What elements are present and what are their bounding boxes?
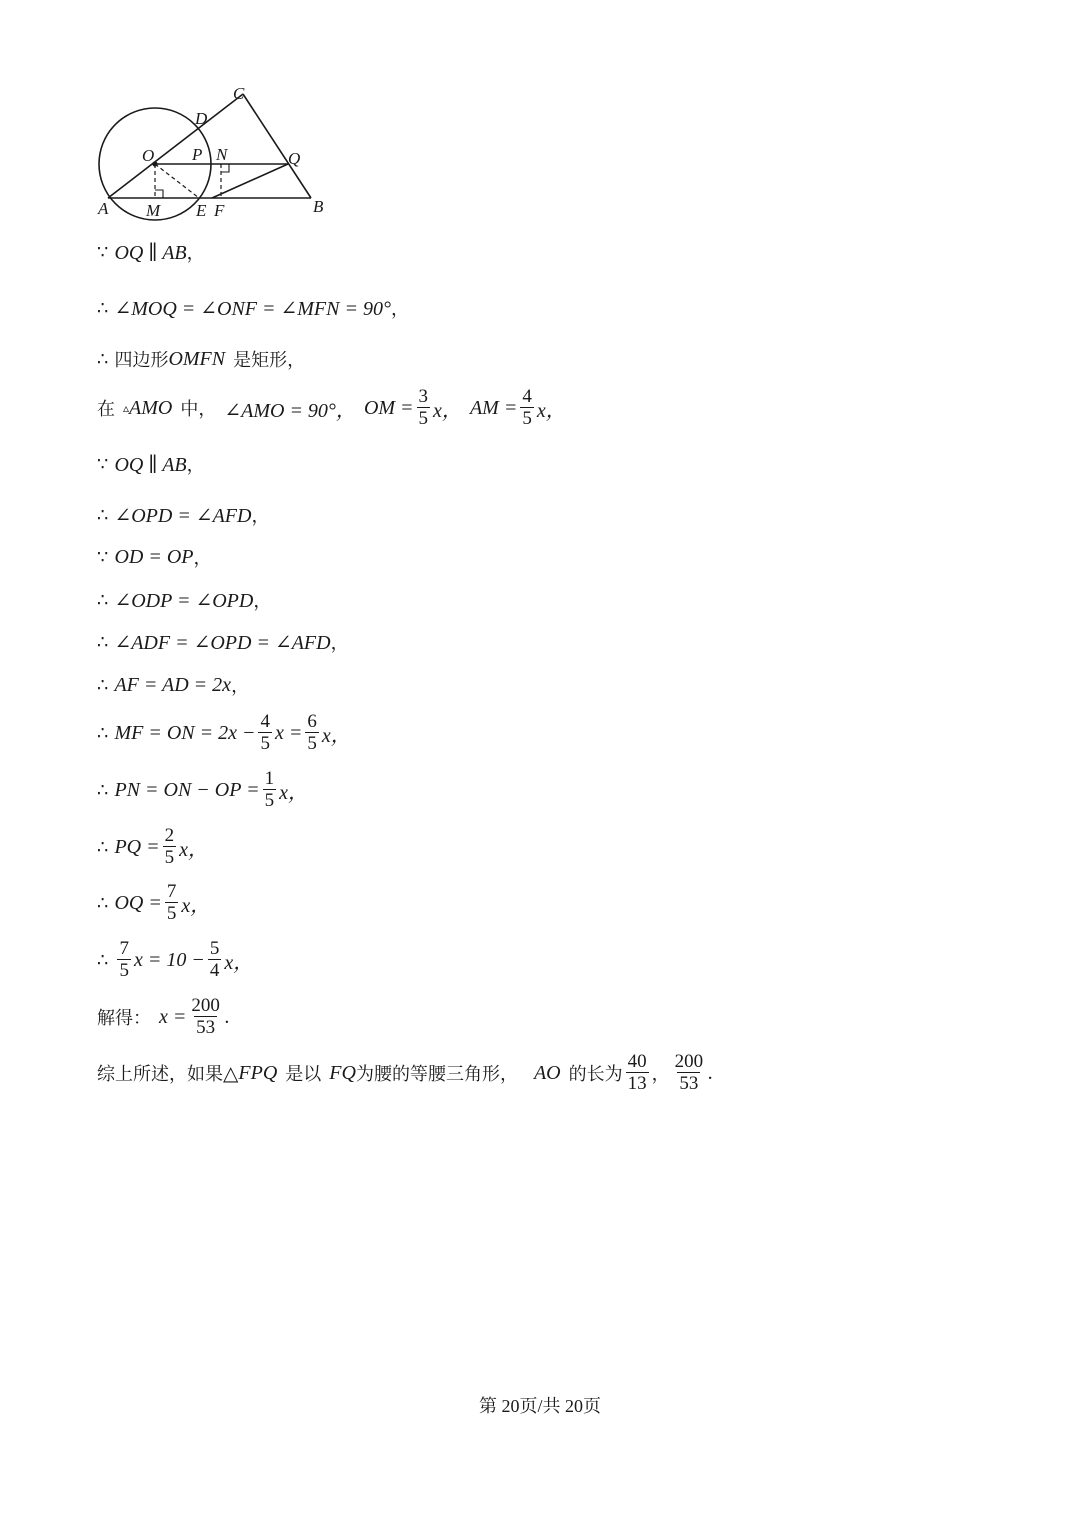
proof-line-13 xyxy=(97,819,208,875)
math-expression: FQ xyxy=(329,1061,356,1084)
label-m: M xyxy=(146,201,161,220)
fraction: $\frac{4}{5}$ xyxy=(260,711,270,754)
text: 解得： xyxy=(97,1008,151,1029)
math-expression: PN = ON − OP = xyxy=(114,778,260,801)
triangle-symbol: ▵ xyxy=(123,401,130,415)
math-expression: MF = ON = 2x − xyxy=(114,721,256,744)
label-e: E xyxy=(196,201,207,220)
text: 为腰的等腰三角形， xyxy=(355,1064,518,1085)
proof-line-5 xyxy=(97,449,205,479)
proof-line-3 xyxy=(97,344,305,374)
label-p: P xyxy=(192,145,203,164)
math-expression: AO xyxy=(533,1061,561,1084)
math-expression: . xyxy=(708,1061,714,1084)
therefore-symbol: ∴ xyxy=(97,589,109,611)
therefore-symbol: ∴ xyxy=(97,892,109,914)
math-expression: x， xyxy=(536,399,566,422)
proof-line-11 xyxy=(97,705,351,761)
punctuation: ， xyxy=(251,506,270,527)
math-expression: PQ = xyxy=(114,835,160,858)
proof-line-17 xyxy=(97,1045,713,1101)
therefore-symbol: ∴ xyxy=(97,949,109,971)
math-expression: x， xyxy=(321,724,351,747)
math-expression: ∠MOQ = ∠ONF = ∠MFN = 90° xyxy=(114,297,391,320)
therefore-symbol: ∴ xyxy=(97,631,109,653)
geometry-figure xyxy=(88,80,338,225)
because-symbol: ∵ xyxy=(97,241,109,263)
math-expression: ∠ADF = ∠OPD = ∠AFD xyxy=(114,631,331,654)
math-expression: AM = xyxy=(469,396,518,419)
punctuation: ， xyxy=(231,676,250,697)
proof-line-6 xyxy=(97,500,269,530)
math-expression: OMFN xyxy=(168,347,226,370)
text: 四边形 xyxy=(114,350,169,371)
proof-line-12 xyxy=(97,762,308,818)
text: 在 xyxy=(97,399,115,420)
proof-line-8 xyxy=(97,585,271,615)
punctuation: ， xyxy=(330,633,349,654)
text: 是以 xyxy=(285,1064,322,1085)
text: 的长为 xyxy=(568,1064,623,1085)
math-expression: x， xyxy=(224,951,254,974)
fraction: $\frac{7}{5}$ xyxy=(166,881,177,924)
label-f: F xyxy=(214,201,225,220)
therefore-symbol: ∴ xyxy=(97,297,109,319)
proof-line-9 xyxy=(97,627,349,657)
proof-line-1 xyxy=(97,237,205,267)
math-expression: FPQ xyxy=(238,1061,278,1084)
because-symbol: ∵ xyxy=(97,546,109,568)
therefore-symbol: ∴ xyxy=(97,722,109,744)
therefore-symbol: ∴ xyxy=(97,779,109,801)
therefore-symbol: ∴ xyxy=(97,348,109,370)
proof-line-10 xyxy=(97,670,249,700)
label-a: A xyxy=(98,199,109,218)
punctuation: ， xyxy=(193,548,212,569)
proof-line-14 xyxy=(97,875,210,931)
fraction: $\frac{200}{53}$ xyxy=(674,1051,704,1094)
fraction: $\frac{5}{4}$ xyxy=(209,938,220,981)
math-expression: x = 10 − xyxy=(133,948,205,971)
fraction: $\frac{40}{13}$ xyxy=(627,1051,647,1094)
punctuation: ， xyxy=(186,455,205,476)
proof-line-2 xyxy=(97,293,409,323)
fraction: $\frac{6}{5}$ xyxy=(307,711,317,754)
math-expression: x， xyxy=(279,781,308,804)
therefore-symbol: ∴ xyxy=(97,836,109,858)
label-n: N xyxy=(216,145,228,164)
fraction: $\frac{2}{5}$ xyxy=(164,825,175,868)
fraction: $\frac{3}{5}$ xyxy=(418,386,429,429)
math-expression: x， xyxy=(181,894,211,917)
label-o: O xyxy=(142,146,155,165)
label-q: Q xyxy=(288,149,301,168)
label-b: B xyxy=(313,197,324,216)
fraction: $\frac{4}{5}$ xyxy=(522,386,532,429)
text: 是矩形， xyxy=(233,350,306,371)
math-expression: x = xyxy=(274,721,303,744)
proof-line-4 xyxy=(97,378,566,438)
math-expression: OM = xyxy=(363,396,414,419)
proof-line-16 xyxy=(97,989,230,1045)
text: 中， xyxy=(180,399,217,420)
triangle-symbol: △ xyxy=(223,1061,239,1085)
fraction: $\frac{200}{53}$ xyxy=(191,995,220,1038)
fraction: $\frac{1}{5}$ xyxy=(264,768,275,811)
fraction: $\frac{7}{5}$ xyxy=(119,938,129,981)
math-expression: AMO xyxy=(129,396,173,419)
label-d: D xyxy=(195,109,208,128)
math-expression: ∠OPD = ∠AFD xyxy=(114,504,252,527)
page-footer: 第 20页/共 20页 xyxy=(478,1396,601,1416)
math-expression: x， xyxy=(433,399,462,422)
proof-line-7 xyxy=(97,542,212,572)
proof-line-15 xyxy=(97,932,253,988)
math-expression: x = xyxy=(159,1005,187,1028)
label-c: C xyxy=(233,84,245,103)
because-symbol: ∵ xyxy=(97,453,109,475)
punctuation: ， xyxy=(253,591,272,612)
math-expression: AF = AD = 2x xyxy=(114,673,232,696)
math-expression: x， xyxy=(179,838,208,861)
therefore-symbol: ∴ xyxy=(97,504,109,526)
punctuation: ， xyxy=(390,299,409,320)
math-expression: OQ ∥ AB xyxy=(114,241,187,264)
therefore-symbol: ∴ xyxy=(97,674,109,696)
text: 综上所述，如果 xyxy=(97,1064,223,1085)
math-expression: OD = OP xyxy=(114,545,194,568)
math-expression: ∠ODP = ∠OPD xyxy=(114,589,254,612)
punctuation: ， xyxy=(651,1064,670,1085)
math-expression: OQ = xyxy=(114,891,162,914)
math-expression: . xyxy=(224,1005,230,1028)
math-expression: OQ ∥ AB xyxy=(114,453,187,476)
punctuation: ， xyxy=(186,243,205,264)
math-expression: ∠AMO = 90°， xyxy=(224,399,356,422)
